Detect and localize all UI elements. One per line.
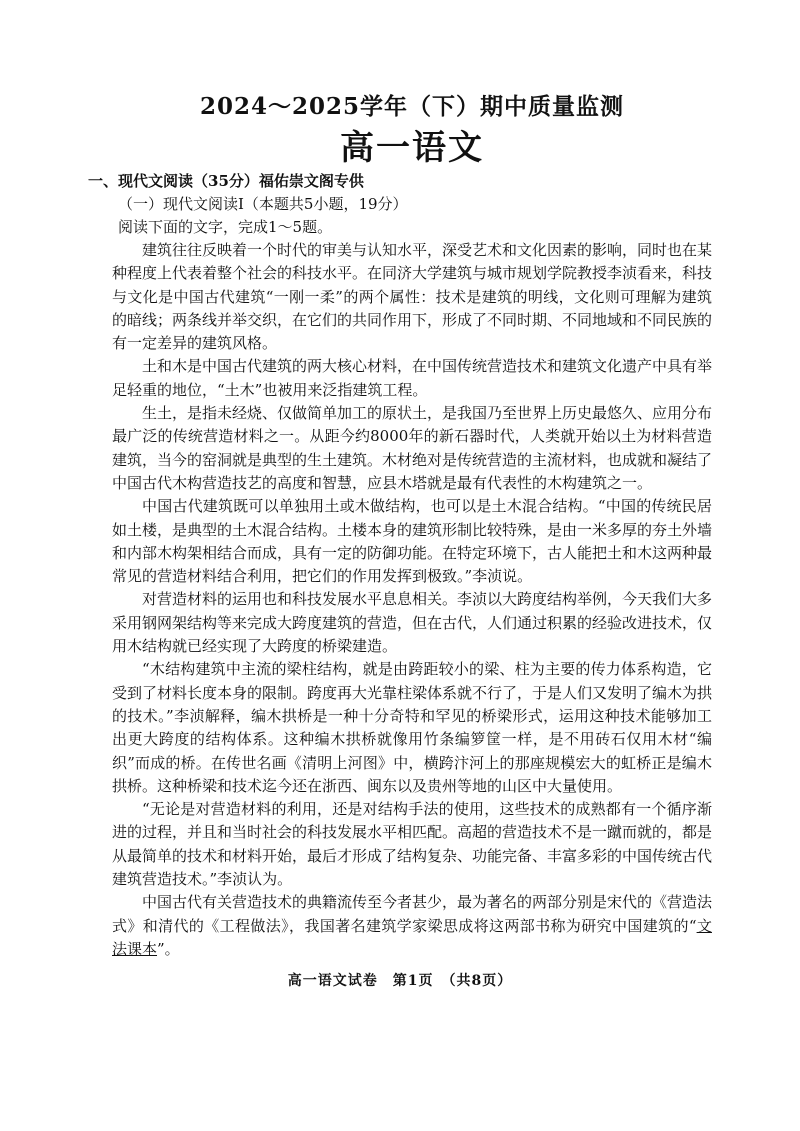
passage-paragraph-5: 对营造材料的运用也和科技发展水平息息相关。李浈以大跨度结构举例，今天我们大多采用钢网架结构等来完成大跨度建筑的营造，但在古代，人们通过积累的经验改进技术，仅用木结构就已经实现了大跨度的桥梁建造。 bbox=[112, 590, 713, 656]
subject-title: 高一语文 bbox=[340, 128, 484, 168]
passage-paragraph-1: 建筑往往反映着一个时代的审美与认知水平，深受艺术和文化因素的影响，同时也在某种程度上代表着整个社会的科技水平。在同济大学建筑与城市规划学院教授李浈看来，科技与文化是中国古代建筑“一刚一柔”的两个属性：技术是建筑的明线，文化则可理解为建筑的暗线；两条线并举交织，在它们的共同作用下，形成了不同时期、不同地域和不同民族的有一定差异的建筑风格。 bbox=[112, 241, 713, 353]
underlined-term: 文法课本 bbox=[112, 916, 712, 958]
passage-paragraph-3: 生土，是指未经烧、仅做简单加工的原状土，是我国乃至世界上历史最悠久、应用分布最广泛的传统营造材料之一。从距今约8000年的新石器时代，人类就开始以土为材料营造建筑，当今的窑洞就是典型的生土建筑。木材绝对是传统营造的主流材料，也成就和凝结了中国古代木构营造技艺的高度和智慧，应县木塔就是最有代表性的木构建筑之一。 bbox=[112, 404, 713, 492]
passage-paragraph-2: 土和木是中国古代建筑的两大核心材料，在中国传统营造技术和建筑文化遗产中具有举足轻重的地位，“土木”也被用来泛指建筑工程。 bbox=[112, 357, 713, 399]
passage-paragraph-4: 中国古代建筑既可以单独用土或木做结构，也可以是土木混合结构。“中国的传统民居如土楼，是典型的土木混合结构。土楼本身的建筑形制比较特殊，是由一米多厚的夯土外墙和内部木构架相结合而成，具有一定的防御功能。在特定环境下，古人能把土和木这两种最常见的营造材料结合利用，把它们的作用发挥到极致。”李浈说。 bbox=[112, 497, 713, 586]
part-heading: （一）现代文阅读Ⅰ（本题共5小题，19分） bbox=[118, 195, 408, 213]
passage-paragraph-6: “木结构建筑中主流的梁柱结构，就是由跨距较小的梁、柱为主要的传力体系构造，它受到了材料长度本身的限制。跨度再大光靠柱梁体系就不行了，于是人们又发明了编木为拱的技术。”李浈解释，编木拱桥是一种十分奇特和罕见的桥梁形式，运用这种技术能够加工出更大跨度的结构体系。这种编木拱桥就像用竹条编箩筐一样，是不用砖石仅用木材“编织”而成的桥。在传世名画《清明上河图》中，横跨汴河上的那座规模宏大的虹桥正是编木拱桥。这种桥梁和技术迄今还在浙西、闽东以及贵州等地的山区中大量使用。 bbox=[112, 660, 713, 795]
section-block bbox=[88, 170, 712, 239]
page-footer: 高一语文试卷 第1页 （共8页） bbox=[287, 973, 513, 989]
passage-paragraph-7: “无论是对营造材料的利用，还是对结构手法的使用，这些技术的成熟都有一个循序渐进的过程，并且和当时社会的科技发展水平相匹配。高超的营造技术不是一蹴而就的，都是从最简单的技术和材料开始，最后才形成了结构复杂、功能完备、丰富多彩的中国传统古代建筑营造技术。”李浈认为。 bbox=[112, 800, 713, 889]
section-heading: 一、现代文阅读（35分）福佑崇文阁专供 bbox=[88, 172, 364, 190]
passage-paragraph-8 bbox=[112, 891, 712, 961]
paragraph-8-main: 中国古代有关营造技术的典籍流传至今者甚少，最为著名的两部分别是宋代的《营造法式》和清代的《工程做法》，我国著名建筑学家梁思成将这两部书称为研究中国建筑的“ bbox=[112, 893, 713, 935]
exam-title: 2024～2025学年（下）期中质量监测 bbox=[199, 93, 625, 120]
reading-passage bbox=[112, 239, 712, 961]
paragraph-8-end: ”。 bbox=[157, 939, 180, 958]
instruction-text: 阅读下面的文字，完成1～5题。 bbox=[118, 218, 333, 236]
